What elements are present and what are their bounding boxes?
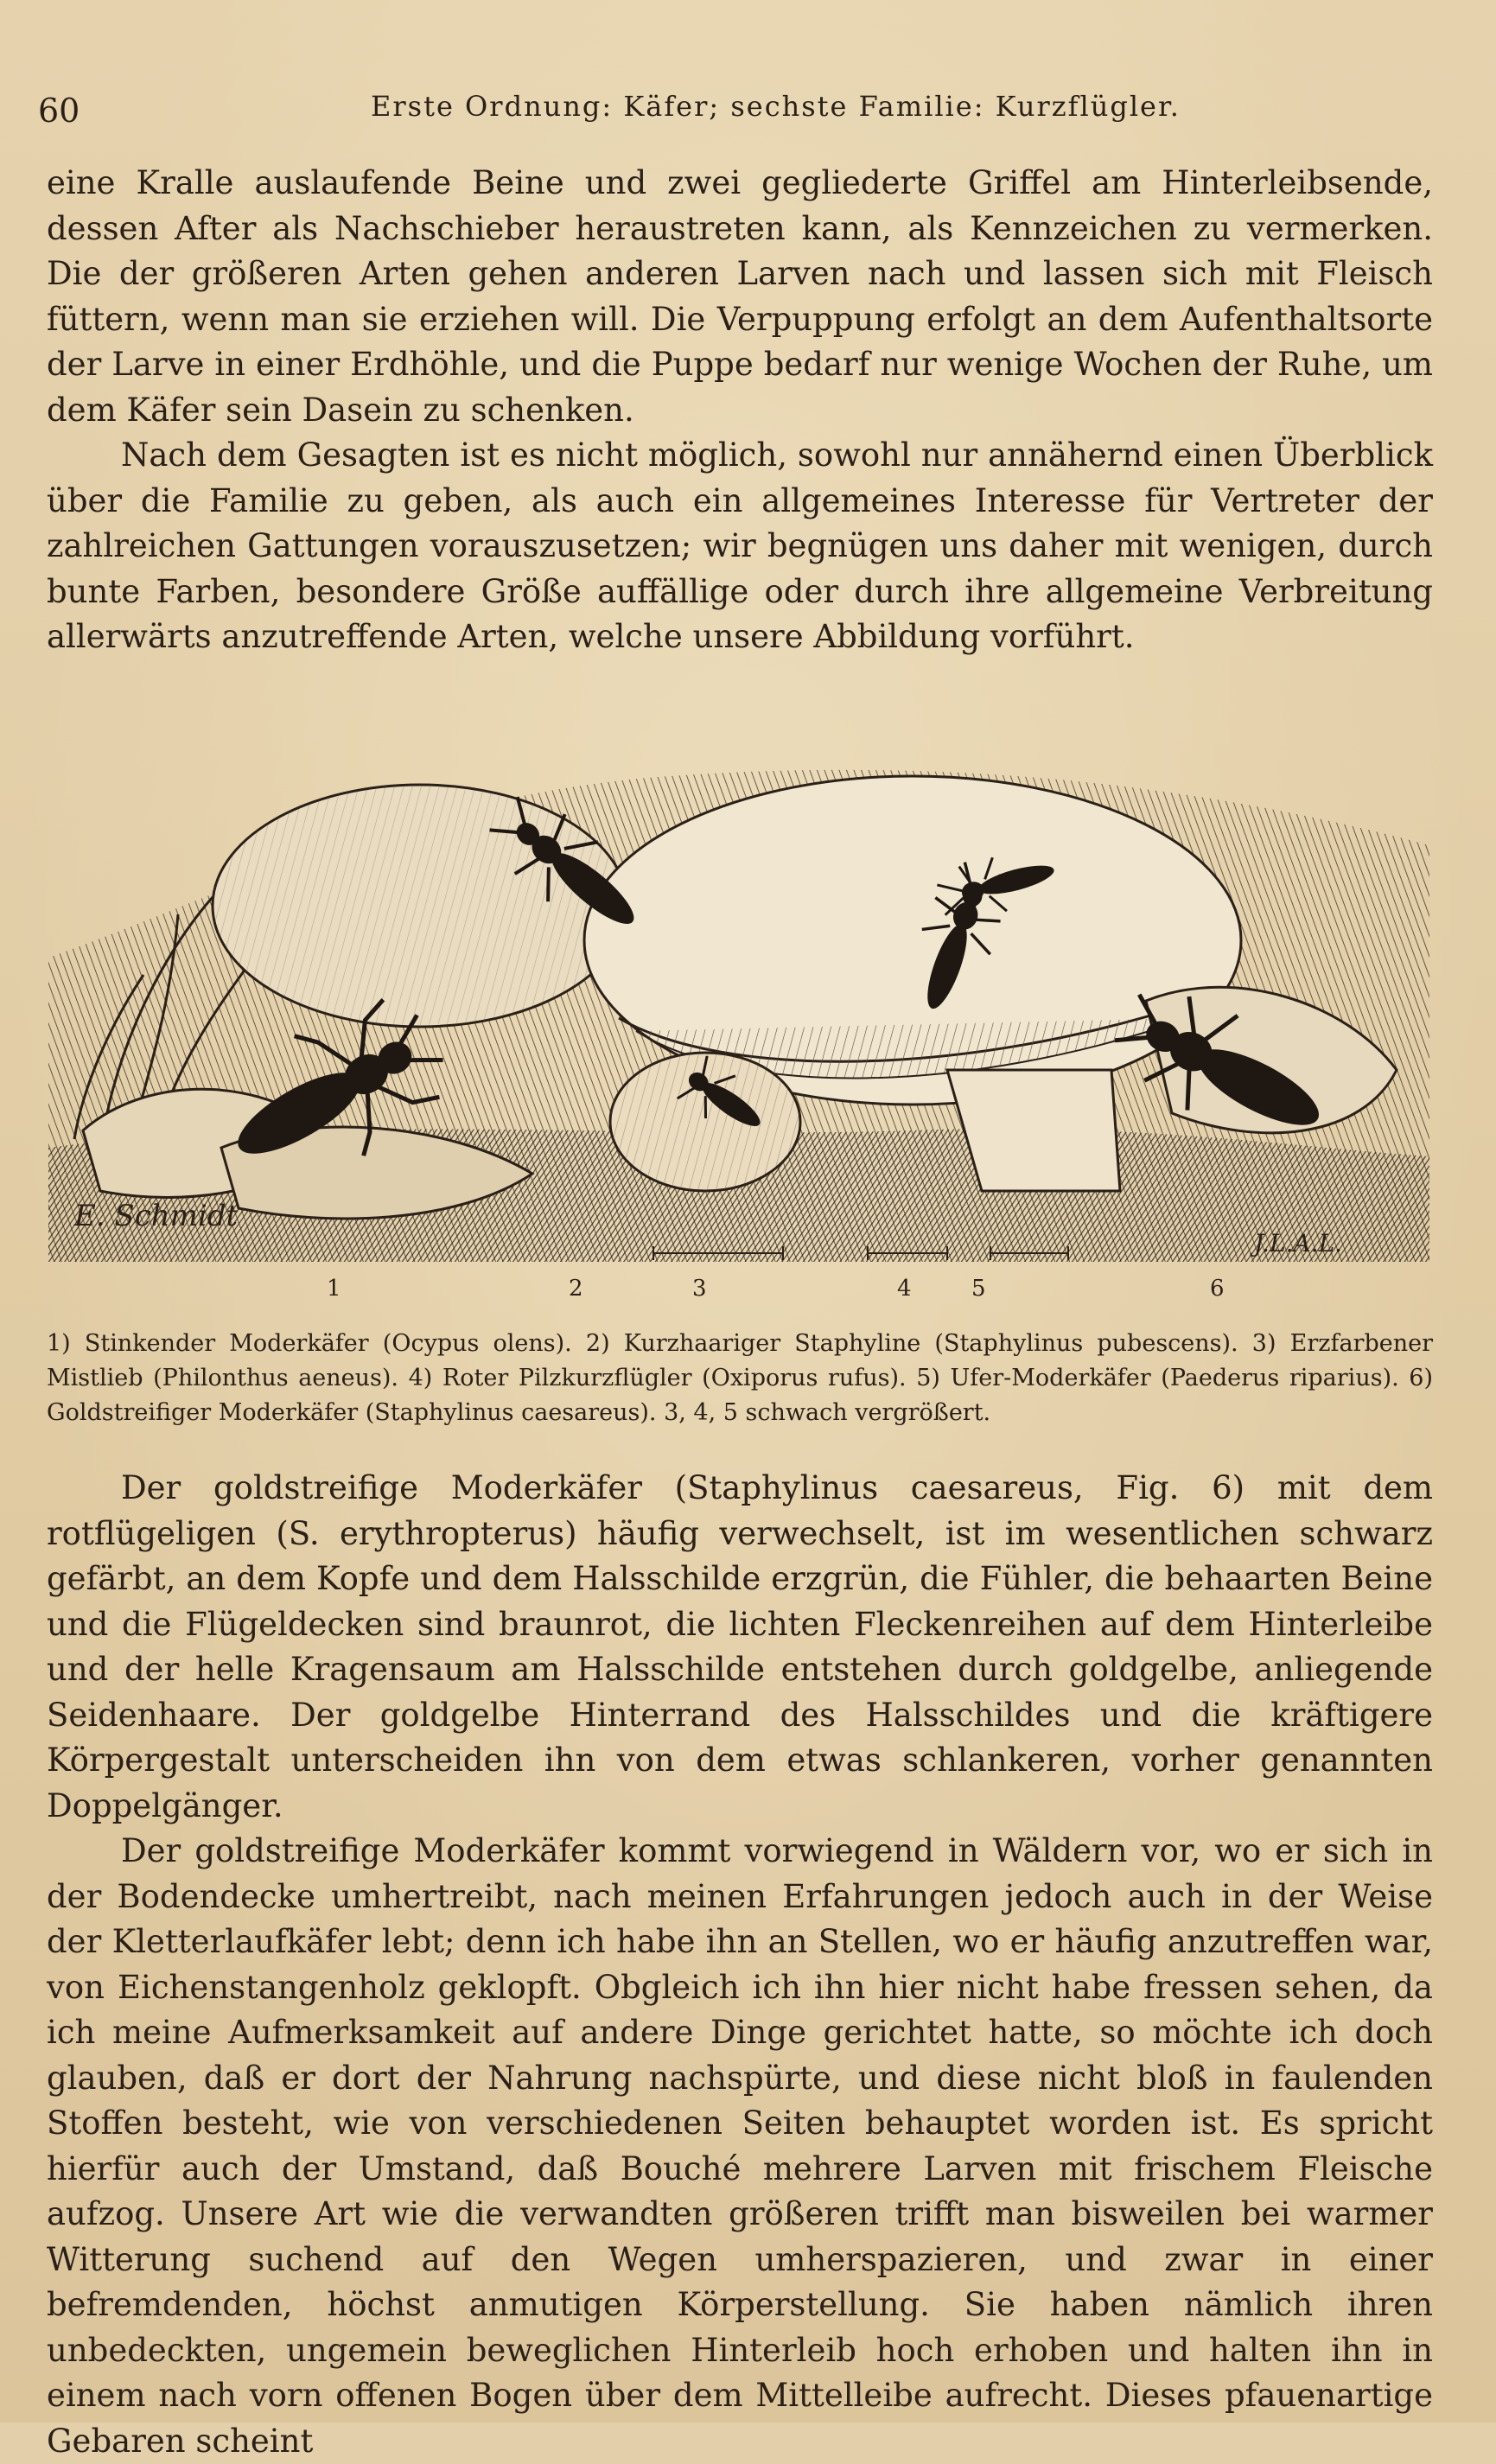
engraver-signature: J.L.A.L. <box>1254 1229 1343 1257</box>
illustrator-signature: E. Schmidt <box>74 1199 239 1233</box>
paragraph: Der goldstreifige Moderkäfer (Staphylinus caesareus, Fig. 6) mit dem rotflügeligen (S. erythropterus) häufig verwechselt, ist im wesentlichen schwarz gefärbt, an dem Kopfe und dem Halsschilde erzgrün, die Fühler, die behaarten Beine und die Flügeldecken sind braunrot, die lichten Fleckenreihen auf dem Hinterleibe und der helle Kragensaum am Halsschilde entstehen durch goldgelbe, anliegende Seidenhaare. Der goldgelbe Hinterrand des Halsschildes und die kräftigere Körpergestalt unterscheiden ihn von dem etwas schlankeren, vorher genannten Doppelgänger. <box>47 1469 1433 1824</box>
figure-number: 1 <box>327 1276 341 1302</box>
page-header <box>38 83 1438 135</box>
figure-number: 5 <box>971 1276 986 1302</box>
text-block-bottom <box>47 1466 1433 2464</box>
figure-number: 6 <box>1210 1276 1225 1302</box>
text-block-top <box>47 161 1433 660</box>
page-number: 60 <box>38 92 80 130</box>
figure-number: 3 <box>692 1276 707 1302</box>
paragraph: eine Kralle auslaufende Beine und zwei gegliederte Griffel am Hinterleibsende, dessen After als Nachschieber heraustreten kann, als Kennzeichen zu vermerken. Die der größeren Arten gehen anderen Larven nach und lassen sich mit Fleisch füttern, wenn man sie erziehen will. Die Verpuppung erfolgt an dem Aufenthaltsorte der Larve in einer Erdhöhle, und die Puppe bedarf nur wenige Wochen der Ruhe, um dem Käfer sein Dasein zu schenken. <box>47 164 1433 429</box>
running-title: Erste Ordnung: Käfer; sechste Familie: Kurzflügler. <box>371 90 1181 123</box>
figure-number: 4 <box>897 1276 912 1302</box>
figure-numbers <box>48 1276 1429 1310</box>
figure-number: 2 <box>569 1276 583 1302</box>
paragraph: Nach dem Gesagten ist es nicht möglich, sowohl nur annähernd einen Überblick über die Familie zu geben, als auch ein allgemeines Interesse für Vertreter der zahlreichen Gattungen vorauszusetzen; wir begnügen uns daher mit wenigen, durch bunte Farben, besondere Größe auffällige oder durch ihre allgemeine Verbreitung allerwärts anzutreffende Arten, welche unsere Abbildung vorführt. <box>47 436 1433 655</box>
beetle-illustration <box>48 742 1429 1262</box>
figure-caption: 1) Stinkender Moderkäfer (Ocypus olens). 2) Kurzhaariger Staphyline (Staphylinus pubescens). 3) Erzfarbener Mistlieb (Philonthus aeneus). 4) Roter Pilzkurzflügler (Oxiporus rufus). 5) Ufer-Moderkäfer (Paederus riparius). 6) Goldstreifiger Moderkäfer (Staphylinus caesareus). 3, 4, 5 schwach vergrößert. <box>47 1330 1433 1426</box>
paragraph: Der goldstreifige Moderkäfer kommt vorwiegend in Wäldern vor, wo er sich in der Bodendecke umhertreibt, nach meinen Erfahrungen jedoch auch in der Weise der Kletterlaufkäfer lebt; denn ich habe ihn an Stellen, wo er häufig anzutreffen war, von Eichenstangenholz geklopft. Obgleich ich ihn hier nicht habe fressen sehen, da ich meine Aufmerksamkeit auf andere Dinge gerichtet hatte, so möchte ich doch glauben, daß er dort der Nahrung nachspürte, und diese nicht bloß in faulenden Stoffen besteht, wie von verschiedenen Seiten behauptet worden ist. Es spricht hierfür auch der Umstand, daß Bouché mehrere Larven mit frischem Fleische aufzog. Unsere Art wie die verwandten größeren trifft man bisweilen bei warmer Witterung suchend auf den Wegen umherspazieren, und zwar in einer befremdenden, höchst anmutigen Körperstellung. Sie haben nämlich ihren unbedeckten, ungemein beweglichen Hinterleib hoch erhoben und halten ihn in einem nach vorn offenen Bogen über dem Mittelleibe aufrecht. Dieses pfauenartige Gebaren scheint <box>47 1832 1433 2460</box>
